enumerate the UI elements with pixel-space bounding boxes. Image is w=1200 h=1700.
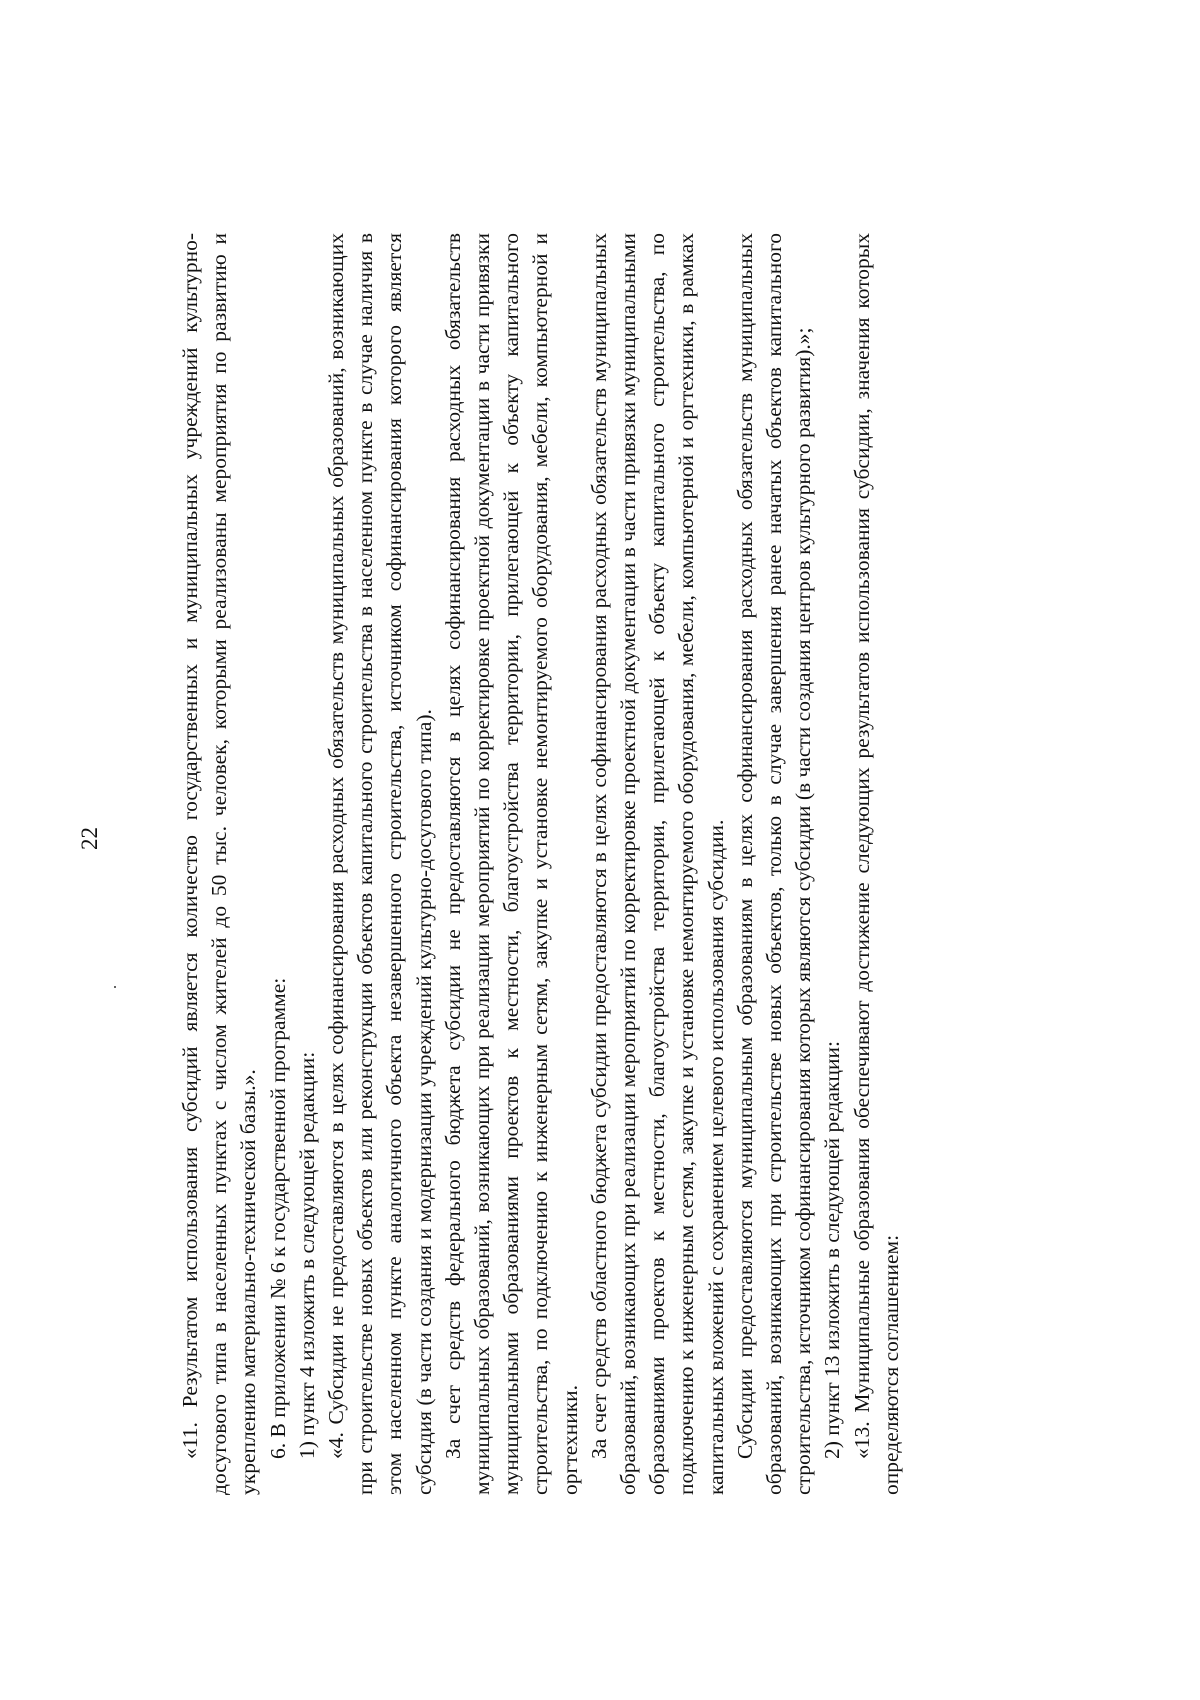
paragraph-item-11: «11. Результатом использования субсидий является количество государственных и муниципальных учреждений культурно-досугового типа в населенных пунктах с числом жителей до 50 тыс. человек, которыми реализованы мероприятия по развитию и укреплению материально-технической базы.». (178, 233, 261, 1495)
paragraph-clause-4-intro: 1) пункт 4 изложить в следующей редакции: (294, 1051, 319, 1459)
paragraph-regional-budget: За счет средств областного бюджета субсидии предоставляются в целях софинансирования расходных обязательств муниципальных образований, возникающих при реализации мероприятий по корректировке проектной документации в части привязки муниципальными образованиями проектов к местности, благоустройства территории, прилегающей к объекту капитального строительства, по подключению к инженерным сетям, закупке и установке немонтируемого оборудования, мебели, компьютерной и оргтехники, в рамках капитальных вложений с сохранением целевого использования субсидии. (586, 233, 728, 1495)
paragraph-federal-budget: За счет средств федерального бюджета субсидии не предоставляются в целях софинансирования расходных обязательств муниципальных образований, возникающих при реализации мероприятий по корректировке проектной документации в части привязки муниципальными образованиями проектов к местности, благоустройства территории, прилегающей к объекту капитального строительства, по подключению к инженерным сетям, закупке и установке немонтируемого оборудования, мебели, компьютерной и оргтехники. (440, 233, 582, 1495)
paragraph-clause-13-intro: 2) пункт 13 изложить в следующей редакции: (820, 1041, 845, 1459)
page-number: 22 (77, 827, 102, 850)
document-body (176, 233, 906, 1495)
paragraph-clause-13: «13. Муниципальные образования обеспечивают достижение следующих результатов использования субсидии, значения которых определяются соглашением: (849, 233, 903, 1495)
paragraph-clause-4: «4. Субсидии не предоставляются в целях софинансирования расходных обязательств муниципальных образований, возникающих при строительстве новых объектов или реконструкции объектов капитального строительства в населенном пункте в случае наличия в этом населенном пункте аналогичного объекта незавершенного строительства, источником софинансирования которого является субсидия (в части создания и модернизации учреждений культурно-досугового типа). (324, 233, 436, 1495)
paragraph-appendix-6: 6. В приложении № 6 к государственной программе: (265, 977, 290, 1459)
paragraph-subsidies: Субсидии предоставляются муниципальным образованиям в целях софинансирования расходных обязательств муниципальных образований, возникающих при строительстве новых объектов, только в случае завершения ранее начатых объектов капитального строительства, источником софинансирования которых являются субсидии (в части создания центров культурного развития).»; (732, 233, 816, 1495)
scan-speck (114, 986, 116, 988)
